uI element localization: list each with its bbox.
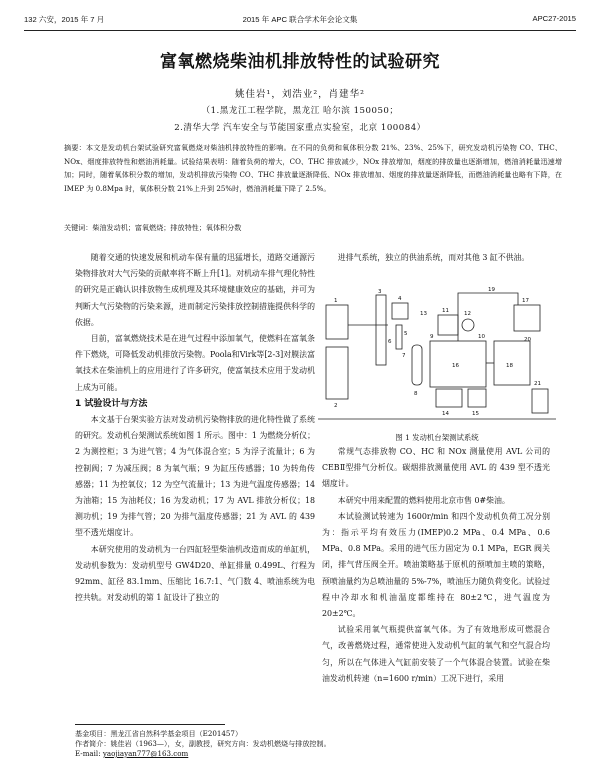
fund-note: 基金项目：黑龙江省自然科学基金项目（E201457）	[75, 729, 243, 738]
section-heading: 1 试验设计与方法	[75, 398, 148, 409]
fig-label: 9	[430, 334, 434, 340]
affiliation-1: （1.黑龙江工程学院，黑龙江 哈尔滨 150050；	[201, 106, 399, 116]
fig-label: 10	[478, 334, 485, 340]
intake-pipe	[376, 295, 386, 365]
author-note: 作者简介：姚佳岩（1963—），女，副教授，研究方向：发动机燃烧与排放控制。	[75, 739, 331, 748]
fig-label: 1	[334, 298, 338, 304]
mixing-chamber	[392, 303, 408, 319]
authors: 姚佳岩¹，刘浩业²，肖建华²	[235, 89, 365, 100]
fig-label: 2	[334, 403, 338, 409]
keywords: 关键词：柴油发动机；富氧燃烧；排放特性；氧体积分数	[64, 223, 242, 232]
right-paragraph-4: 试验采用氧气瓶提供富氧气体。为了有效地形成可燃混合气，改善燃烧过程，通常使进入发动机气缸的氧气和空气混合均匀，所以在气体进入气缸前安装了一个气体混合装置。试验在柴油发动机转速（n=1600 r/min）工况下进行，采用	[322, 625, 550, 683]
fuel-tank	[436, 389, 462, 407]
intro-paragraph-1: 随着交通的快速发展和机动车保有量的迅猛增长，道路交通源污染物排放对大气污染的贡献率将不断上升[1]。对机动车排气理化特性的研究是正确认识排放物生成机理及其环境健康效应的基础，并可为判断大气污染物的污染来源，进而制定污染排放控制措施提供科学的依据。	[75, 253, 316, 327]
email-line	[75, 749, 331, 759]
footnote-rule	[75, 724, 225, 725]
paper-title: 富氧燃烧柴油机排放特性的试验研究	[160, 52, 440, 72]
fig-label: 18	[506, 363, 513, 369]
figure-caption: 图 1 发动机台架测试系统	[395, 433, 479, 442]
header-rule	[24, 30, 576, 31]
running-header	[24, 14, 576, 28]
flowmeter	[396, 325, 402, 349]
oxygen-controller	[438, 315, 458, 335]
fig-label: 4	[398, 296, 402, 302]
fig-label: 6	[388, 339, 392, 345]
fig-label: 5	[404, 331, 408, 337]
air-flow-meter	[462, 319, 474, 331]
email-link[interactable]: yaojiayan777@163.com	[102, 749, 189, 758]
fuel-meter	[468, 389, 486, 407]
fig-label: 16	[452, 363, 459, 369]
email-label: E-mail:	[75, 749, 101, 758]
intro-paragraph-2: 目前，富氧燃烧技术是在进气过程中添加氧气，使燃料在富氧条件下燃烧，可降低发动机排放污染物。Poola和Virk等[2-3]对膜法富氧技术在柴油机上的应用进行了许多研究，使富氧技术应用于发动机上成为可能。	[75, 334, 315, 392]
right-column-top	[322, 250, 550, 266]
oxygen-bottle	[412, 345, 422, 385]
affiliation-2: 2.清华大学 汽车安全与节能国家重点实验室，北京 100084）	[174, 123, 426, 133]
left-column	[75, 250, 315, 606]
method-paragraph-1: 本文基于台架实验方法对发动机污染物排放的进化特性做了系统的研究。发动机台架测试系统如图 1 所示。图中：1 为燃烧分析仪；2 为测控柜；3 为进气管；4 为气体混合室；5 为浮子流量计；6 为控制阀；7 为减压阀；8 为氧气瓶；9 为缸压传感器；10 为转角传感器；11 为控氧仪；12 为空气流量计；13 为进气温度传感器；14 为油箱；15 为油耗仪；16 为发动机；17 为 AVL 排放分析仪；18 测功机；19 为排气管；20 为排气温度传感器；21 为 AVL 的 439 型不透光烟度计。	[75, 415, 315, 538]
combustion-analyzer-box	[326, 305, 348, 339]
fig-label: 14	[442, 411, 449, 417]
emission-analyzer	[514, 305, 540, 331]
method-paragraph-2: 本研究使用的发动机为一台四缸轻型柴油机改造而成的单缸机，发动机参数为：发动机型号 GW4D20、单缸排量 0.499L、行程为 92mm、缸径 83.1mm、压缩比 16.7:1、气门数 4、喷油系统为电控共轨。对发动机的第 1 缸设计了独立的	[75, 544, 315, 603]
header-center: 2015 年 APC 联合学术年会论文集	[242, 15, 358, 24]
fig-label: 15	[472, 411, 479, 417]
right-top-text: 进排气系统，独立的供油系统，而对其他 3 缸不供油。	[337, 253, 530, 262]
fig-label: 12	[464, 311, 471, 317]
smoke-meter	[532, 389, 548, 413]
footnote	[75, 729, 331, 759]
header-right: APC27-2015	[532, 14, 576, 23]
fig-label: 17	[522, 298, 529, 304]
abstract: 摘要：本文是发动机台架试验研究富氧燃烧对柴油机排放特性的影响。在不同的负荷和氧体积分数 21%、23%、25%下，研究发动机污染物 CO、THC、NOx、烟度排放特性和燃油消耗量。试验结果表明：随着负荷的增大，CO、THC 排放减少，NOx 排放增加，烟度的排放量也逐渐增加，燃油消耗量迅速增加；同时，随着氧体积分数的增加，发动机排放污染物 CO、THC 排放量逐渐降低、NOx 排放增加、烟度的排放量逐渐降低，而燃油消耗量也略有下降，在 IMEP 为 0.8Mpa 时，氧体积分数 21%上升到 25%时，燃油消耗量下降了 2.5%。	[64, 143, 562, 193]
fig-label: 7	[402, 353, 406, 359]
right-paragraph-2: 本研究中用来配置的燃料使用北京市售 0#柴油。	[337, 495, 510, 505]
fig-label: 19	[488, 287, 495, 293]
test-bench-figure	[318, 285, 556, 425]
fig-label: 3	[378, 289, 382, 295]
fig-label: 20	[524, 337, 531, 343]
exhaust-pipe	[458, 293, 518, 341]
right-paragraph-3: 本试验测试转速为 1600r/min 和四个发动机负荷工况分别为：指示平均有效压力(IMEP)0.2 MPa、0.4 MPa、0.6 MPa、0.8 MPa。采用的进气压力固定为 0.1 MPa，EGR 阀关闭，排气背压阀全开。喷油策略基于原机的预喷加主喷的策略，预喷油量约为总喷油量的 5%-7%，喷油压力随负荷变化。试验过程中冷却水和机油温度都维持在 80±2℃，进气温度为 20±2℃。	[322, 511, 550, 619]
fig-label: 13	[420, 311, 427, 317]
header-left: 132 六安，2015 年 7 月	[24, 15, 105, 24]
fig-label: 11	[442, 308, 449, 314]
right-paragraph-1: 常规气态排放物 CO、HC 和 NOx 测量使用 AVL 公司的 CEBⅡ型排气分析仪。碳烟排放测量使用 AVL 的 439 型不透光烟度计。	[322, 447, 550, 489]
right-column-body	[322, 444, 550, 687]
fig-label: 21	[534, 381, 541, 387]
fig-label: 8	[414, 391, 418, 397]
control-cabinet	[326, 347, 348, 399]
